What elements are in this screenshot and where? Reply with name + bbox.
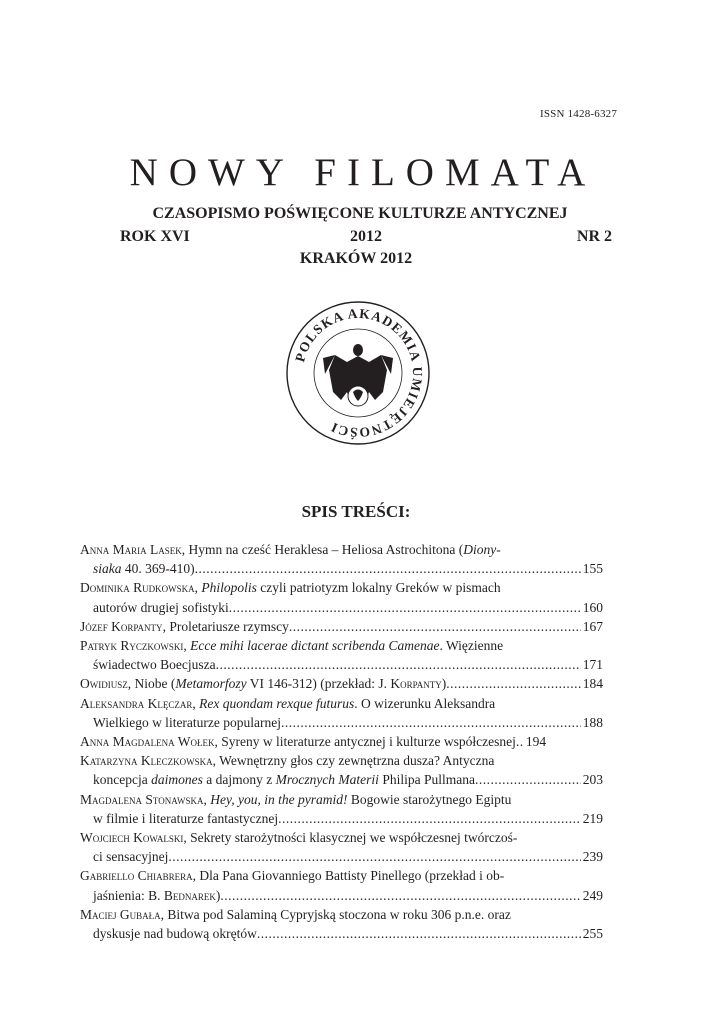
entry-title-italic: siaka	[93, 561, 122, 577]
entry-author: Józef Korpanty	[80, 618, 163, 634]
entry-title: dyskusje nad budową okrętów	[93, 926, 257, 942]
toc-entry	[80, 674, 603, 693]
entry-title-italic: Diony-	[463, 542, 501, 557]
entry-title: , Bitwa pod Salaminą Cypryjską stoczona w roku 306 p.n.e. oraz	[160, 906, 511, 922]
entry-page: 184	[582, 676, 603, 692]
issue-volume: ROK XVI	[120, 228, 190, 245]
entry-author: Gabriello Chiabrera	[80, 868, 193, 884]
entry-title: Wielkiego w literaturze popularnej	[93, 714, 282, 730]
entry-title: świadectwo Boecjusza	[93, 657, 216, 673]
entry-title: , Hymn na cześć Heraklesa – Heliosa Astrochitona (	[181, 542, 464, 557]
entry-page: 194	[525, 734, 547, 750]
entry-title: ,	[183, 638, 191, 654]
entry-title: 40. 369-410)	[121, 561, 195, 577]
toc-entry	[80, 751, 603, 789]
entry-title: czyli patriotyzm lokalny Greków w pismach	[256, 580, 501, 596]
entry-author: Maciej Gubała	[80, 906, 161, 922]
entry-title: . O wizerunku Aleksandra	[354, 695, 496, 711]
entry-title: Bogowie starożytnego Egiptu	[347, 791, 512, 807]
entry-title-italic: daimones	[151, 772, 203, 788]
entry-title: ,	[203, 791, 211, 807]
entry-page: 171	[582, 657, 603, 673]
journal-title: NOWY FILOMATA	[129, 151, 597, 194]
toc-entry	[80, 732, 603, 751]
translator-name: Bednarek	[163, 887, 216, 903]
entry-author: Katarzyna Kleczkowska	[80, 753, 213, 769]
entry-title: w filmie i literaturze fantastycznej	[93, 810, 279, 826]
toc-title: SPIS TREŚCI:	[301, 502, 411, 521]
entry-title: VI 146-312) (przekład: J.	[246, 676, 391, 692]
toc-entry	[80, 905, 603, 943]
entry-author: Aleksandra Klęczar	[80, 695, 193, 711]
entry-title: ci sensacyjnej	[93, 849, 169, 865]
entry-page: 255	[582, 926, 603, 942]
entry-page: 160	[582, 599, 603, 615]
entry-title: . Więzienne	[439, 638, 504, 654]
entry-title-italic: Philopolis	[201, 580, 257, 596]
entry-title: ,	[194, 580, 202, 596]
entry-author: Anna Magdalena Wołek	[80, 734, 215, 750]
entry-page: 239	[582, 849, 603, 865]
issue-city: KRAKÓW 2012	[299, 250, 413, 267]
entry-title: )	[441, 676, 447, 692]
entry-page: 219	[582, 810, 603, 826]
entry-page: 249	[582, 887, 603, 903]
issue-year: 2012	[350, 228, 382, 245]
entry-title: , Proletariusze rzymscy	[162, 618, 289, 634]
entry-page: 188	[582, 714, 603, 730]
entry-title: , Sekrety starożytności klasycznej we współczesnej twórczoś-	[183, 830, 518, 846]
entry-title: Philipa Pullmana	[378, 772, 475, 788]
entry-author: Patryk Ryczkowski	[80, 638, 184, 654]
toc-entry	[80, 790, 603, 828]
entry-title-italic: Ecce mihi lacerae dictant scribenda Camenae	[190, 638, 440, 654]
entry-page: 155	[582, 561, 603, 577]
entry-title: )	[215, 887, 221, 903]
toc-entry	[80, 866, 603, 904]
toc-entry	[80, 617, 603, 636]
entry-author: Dominika Rudkowska	[80, 580, 195, 596]
toc-entry	[80, 540, 603, 578]
issn: ISSN 1428-6327	[540, 108, 618, 120]
entry-title: , Niobe (	[127, 676, 176, 692]
entry-author: Owidiusz	[80, 676, 128, 692]
entry-title-italic: Metamorfozy	[175, 676, 247, 692]
translator-name: Korpanty	[390, 676, 442, 692]
journal-subtitle: CZASOPISMO POŚWIĘCONE KULTURZE ANTYCZNEJ	[152, 205, 568, 222]
eagle-seal-icon	[285, 300, 431, 446]
entry-title: autorów drugiej sofistyki	[93, 599, 229, 615]
entry-author: Anna Maria Lasek	[80, 542, 182, 557]
toc-entry	[80, 828, 603, 866]
toc-entry	[80, 694, 603, 732]
table-of-contents	[80, 540, 603, 943]
issue-number: NR 2	[576, 228, 612, 245]
entry-title: jaśnienia: B.	[93, 887, 164, 903]
entry-title: a dajmony z	[202, 772, 276, 788]
entry-author: Magdalena Stonawska	[80, 791, 204, 807]
seal-text: POLSKA AKADEMIA UMIEJĘTNOŚCI	[292, 305, 426, 441]
toc-entry	[80, 636, 603, 674]
issue-info-row	[120, 228, 612, 248]
entry-title: , Syreny w literaturze antycznej i kulturze współczesnej	[214, 734, 516, 750]
entry-title: ,	[192, 695, 200, 711]
entry-author: Wojciech Kowalski	[80, 830, 184, 846]
entry-title-italic: Rex quondam rexque futurus	[199, 695, 355, 711]
entry-title: koncepcja	[93, 772, 152, 788]
entry-page: 167	[582, 618, 603, 634]
entry-title: , Wewnętrzny głos czy zewnętrzna dusza? Antyczna	[212, 753, 495, 769]
entry-title-italic: Mrocznych Materii	[275, 772, 379, 788]
entry-title: , Dla Pana Giovanniego Battisty Pinellego (przekład i ob-	[192, 868, 505, 884]
entry-title-italic: Hey, you, in the pyramid!	[210, 791, 348, 807]
entry-page: 203	[582, 772, 603, 788]
toc-entry	[80, 578, 603, 616]
